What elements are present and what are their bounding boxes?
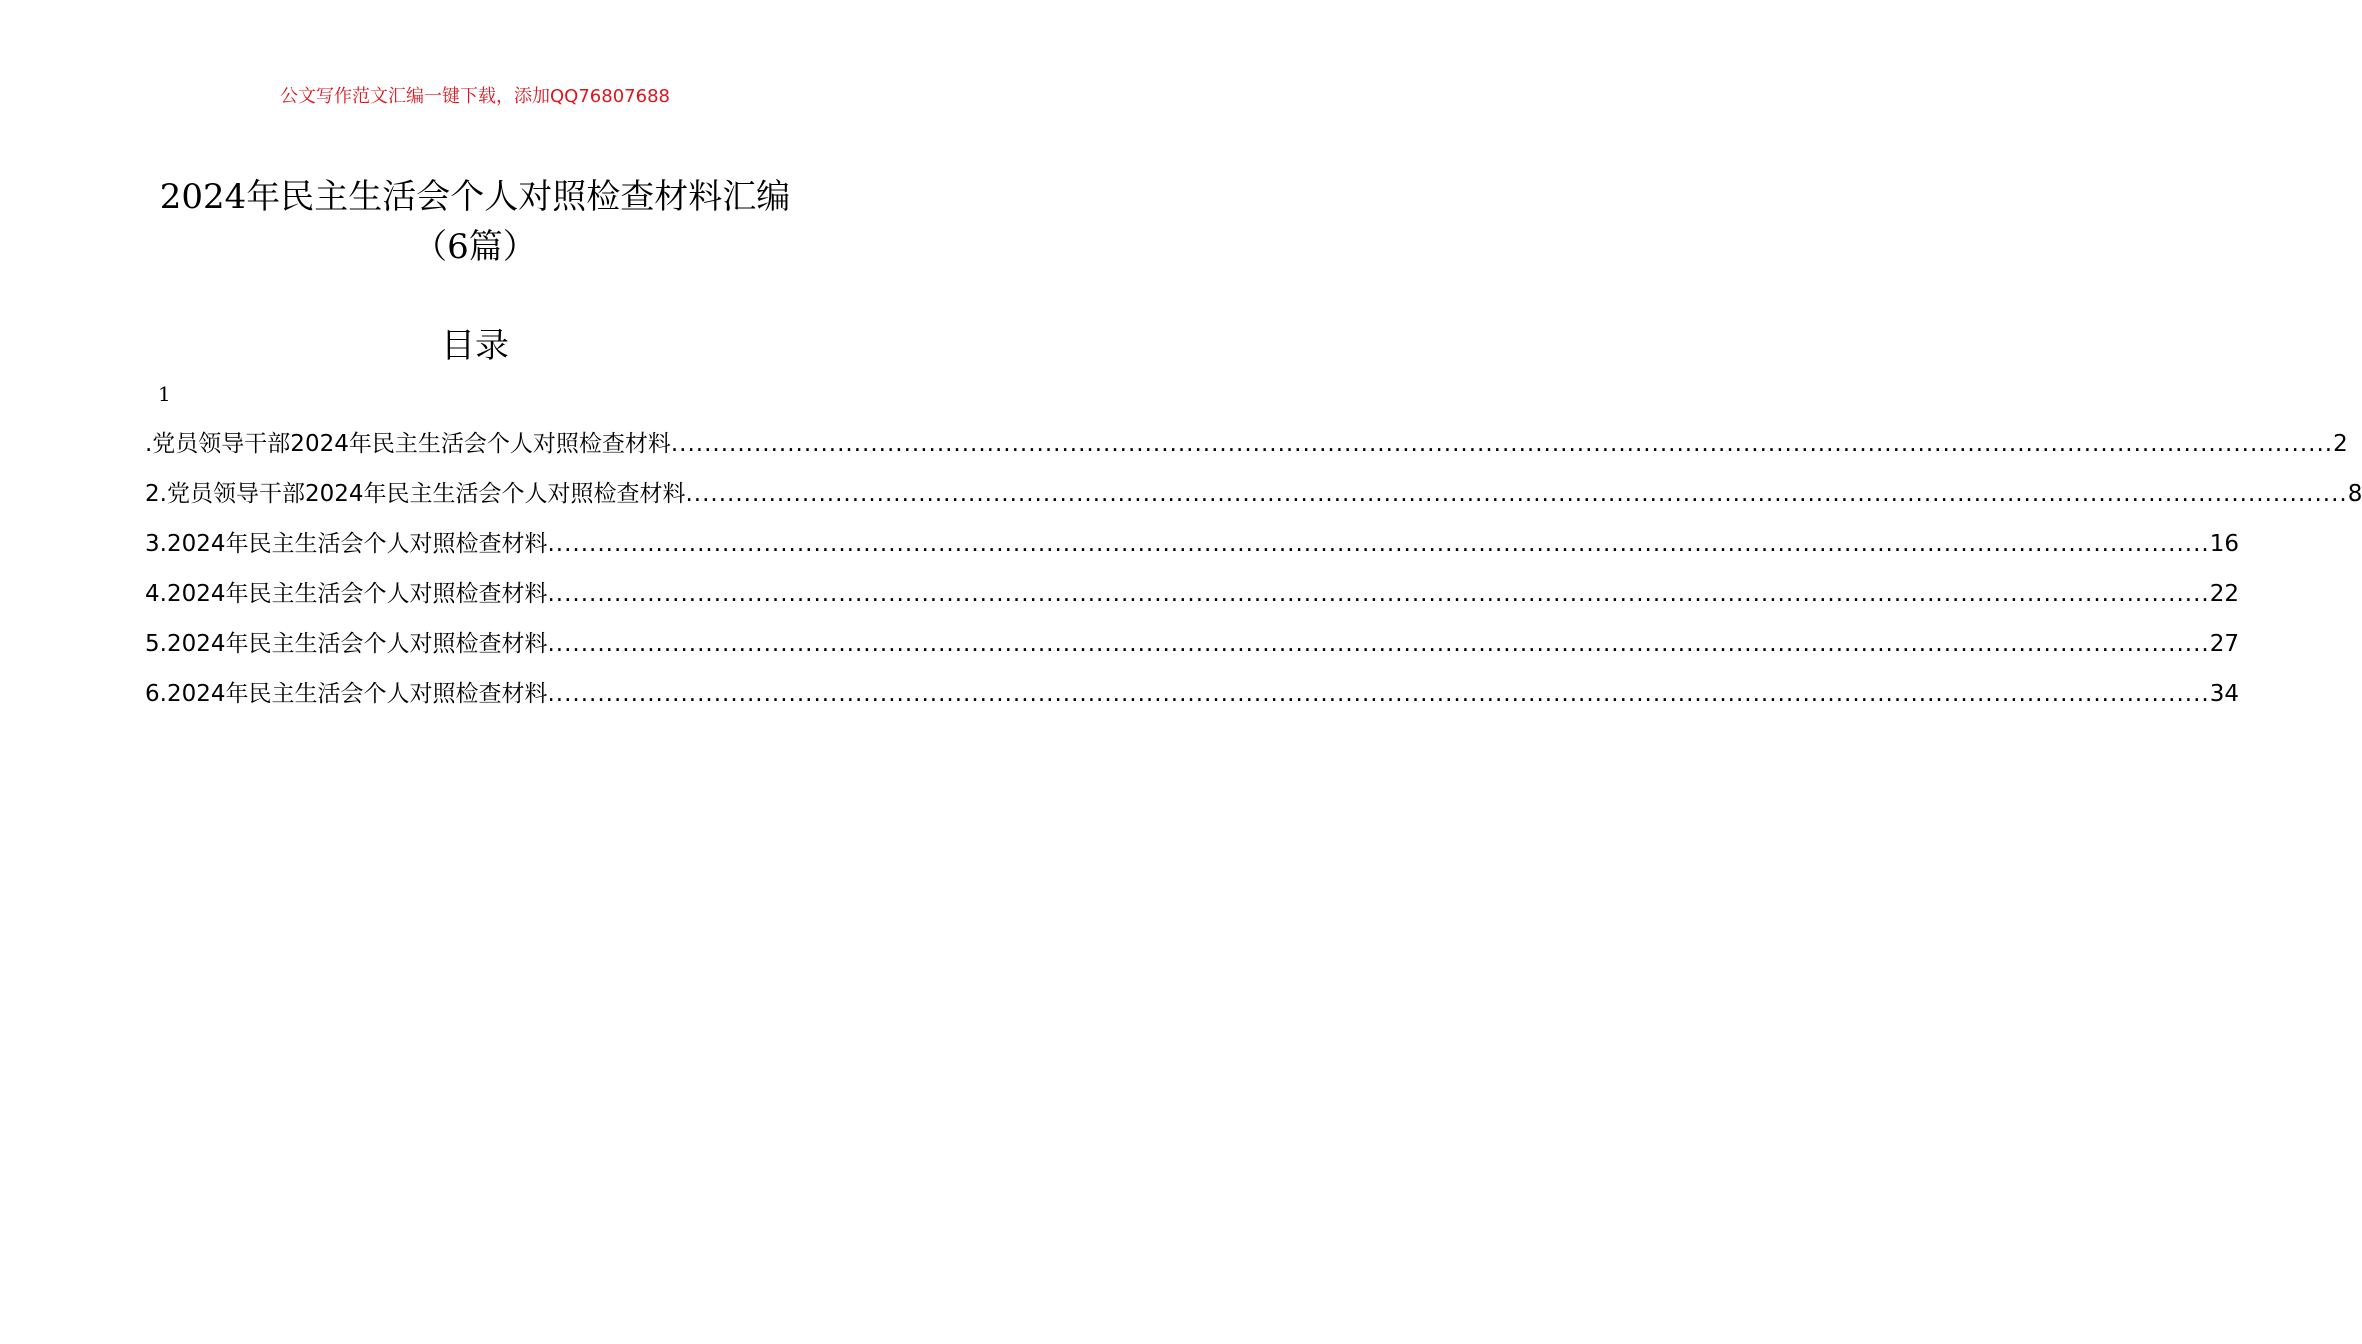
document-title: [0, 172, 950, 272]
toc-entry-1[interactable]: [145, 424, 2348, 474]
toc-leader-dots: ........................................................................................................................................................................................................: [547, 631, 2210, 657]
toc-leader-dots: ........................................................................................................................................................................................................: [670, 431, 2334, 457]
toc-entry-label: 5.2024年民主生活会个人对照检查材料: [145, 631, 548, 657]
toc-entry-label: 3.2024年民主生活会个人对照检查材料: [145, 531, 548, 557]
toc-entry-3[interactable]: [145, 524, 2239, 574]
toc-heading: 目录: [441, 326, 509, 366]
toc-entry-page: 27: [2209, 631, 2239, 657]
toc-entry-label: 6.2024年民主生活会个人对照检查材料: [145, 681, 548, 707]
toc-entry-4[interactable]: [145, 574, 2239, 624]
toc-stray-number: 1: [158, 382, 171, 406]
toc-entry-page: 22: [2209, 581, 2239, 607]
toc-leader-dots: ........................................................................................................................................................................................................: [547, 531, 2210, 557]
toc-entry-5[interactable]: [145, 624, 2239, 674]
toc-leader-dots: ........................................................................................................................................................................................................: [547, 681, 2210, 707]
toc-entry-page: 2: [2333, 431, 2348, 457]
toc-entry-label: .党员领导干部2024年民主生活会个人对照检查材料: [145, 431, 671, 457]
toc-entry-6[interactable]: [145, 674, 2239, 724]
document-title-line-2: （6篇）: [413, 227, 537, 267]
toc-entry-label: 4.2024年民主生活会个人对照检查材料: [145, 581, 548, 607]
toc-leader-dots: ........................................................................................................................................................................................................: [547, 581, 2210, 607]
toc-entry-page: 16: [2209, 531, 2239, 557]
toc-entry-2[interactable]: [145, 474, 2362, 524]
toc-entry-label: 2.党员领导干部2024年民主生活会个人对照检查材料: [145, 481, 686, 507]
document-title-line-1: 2024年民主生活会个人对照检查材料汇编: [159, 177, 791, 217]
header-note: 公文写作范文汇编一键下载，添加QQ76807688: [280, 86, 670, 107]
toc-list: [145, 424, 2362, 724]
toc-entry-page: 34: [2209, 681, 2239, 707]
toc-entry-page: 8: [2347, 481, 2362, 507]
toc-leader-dots: ........................................................................................................................................................................................................: [685, 481, 2348, 507]
